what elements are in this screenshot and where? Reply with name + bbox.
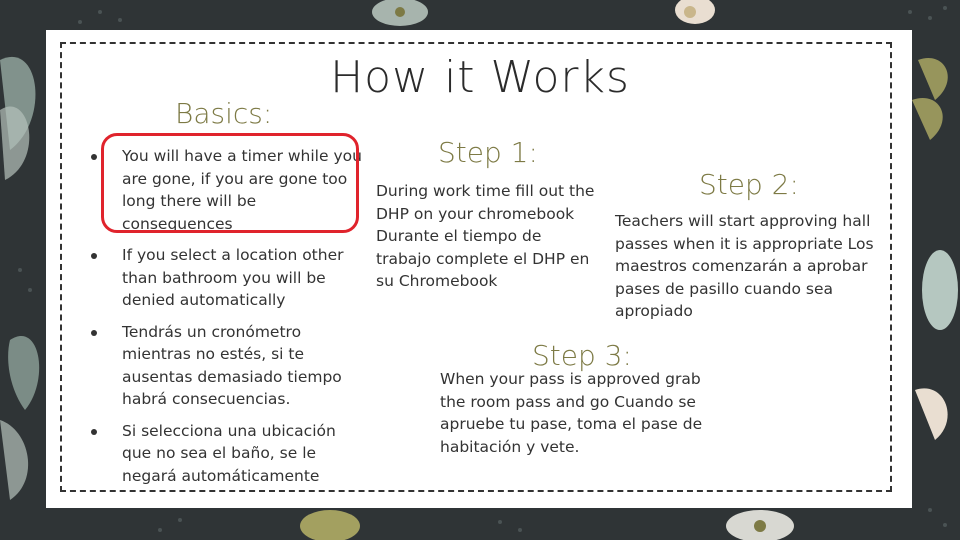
- step1-text: During work time fill out the DHP on your chromebook Durante el tiempo de trabajo complete el DHP en su Chromebook: [376, 182, 595, 290]
- bullet-icon: [91, 429, 97, 435]
- slide-title: How it Works: [330, 52, 630, 103]
- bullet-icon: [91, 330, 97, 336]
- step3-heading: Step 3:: [532, 339, 632, 372]
- bullet-text: Tendrás un cronómetro mientras no estés, si te ausentas demasiado tiempo habrá consecuencias.: [122, 322, 342, 408]
- bullet-text: You will have a timer while you are gone, if you are gone too long there will be consequences: [122, 147, 362, 233]
- list-item: [84, 321, 364, 411]
- bullet-text: Si selecciona una ubicación que no sea el baño, se le negará automáticamente: [122, 421, 336, 485]
- bullet-icon: [91, 253, 97, 259]
- bullet-icon: [91, 154, 97, 160]
- step3-text: When your pass is approved grab the room pass and go Cuando se apruebe tu pase, toma el pase de habitación y vete.: [440, 370, 703, 456]
- list-item: [84, 420, 364, 488]
- bullet-text: If you select a location other than bathroom you will be denied automatically: [122, 246, 344, 309]
- step2-text: Teachers will start approving hall passes when it is appropriate Los maestros comenzarán a aprobar pases de pasillo cuando sea apropiado: [615, 212, 874, 320]
- step2-heading: Step 2:: [699, 168, 799, 201]
- step1-heading: Step 1:: [438, 136, 538, 169]
- highlight-box: [101, 133, 359, 233]
- basics-heading: Basics:: [175, 97, 273, 130]
- list-item: [84, 244, 364, 312]
